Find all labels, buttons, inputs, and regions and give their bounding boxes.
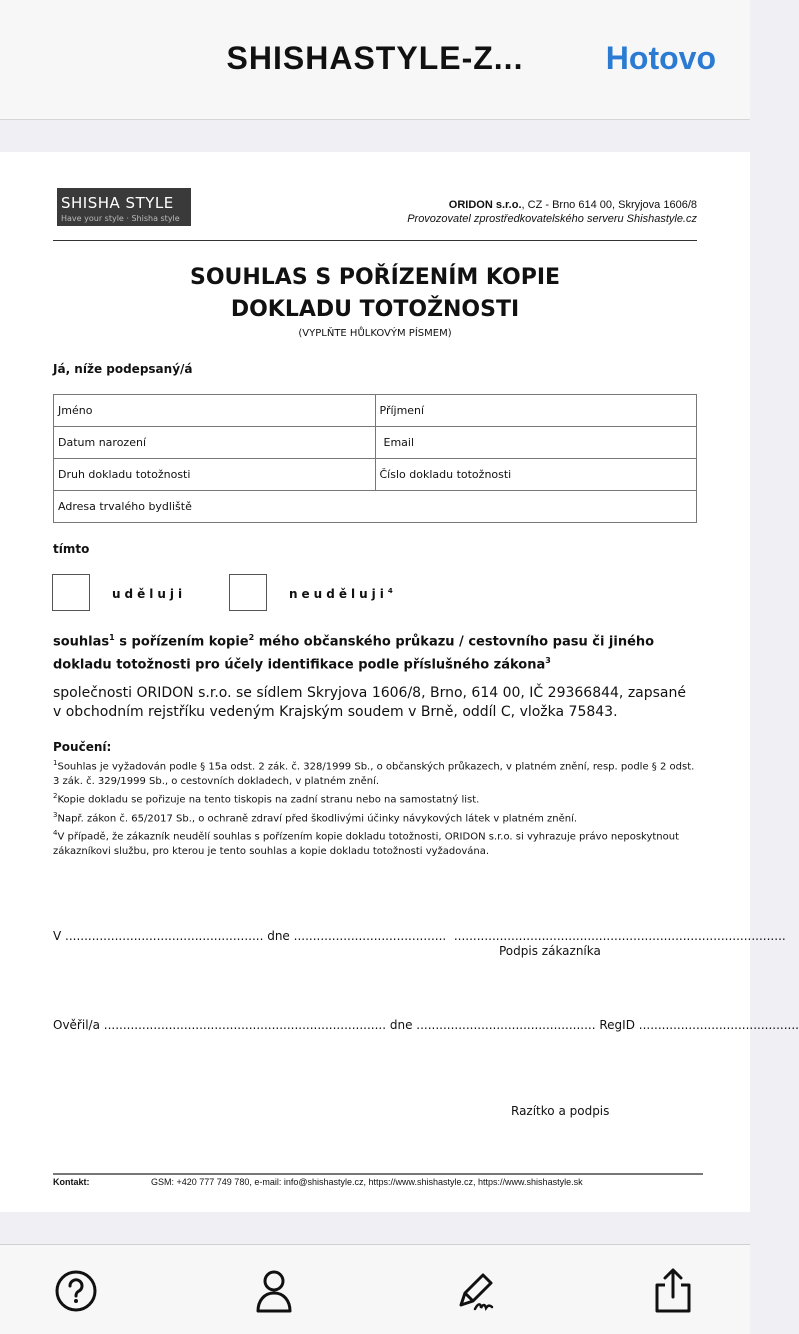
navigation-bar — [0, 0, 750, 120]
intro-text: Já, níže podepsaný/á — [53, 362, 193, 376]
share-icon[interactable] — [649, 1267, 697, 1315]
person-icon[interactable] — [250, 1267, 298, 1315]
company-header — [407, 198, 697, 226]
heading-line-2: DOKLADU TOTOŽNOSTI — [230, 297, 520, 322]
shisha-style-logo — [57, 188, 191, 226]
bottom-toolbar — [0, 1244, 750, 1334]
grant-label: uděluji — [112, 587, 187, 601]
consent-statement: souhlas$^1$ s pořízením kopie$^2$ mého občanského průkazu / cestovního pasu či jiného dokladu totožnosti pro účely identifikace podle příslušného zákona$^3$ — [53, 633, 655, 673]
customer-signature-label: Podpis zákazníka — [499, 944, 601, 958]
note-item: $^4$V případě, že zákazník neudělí souhlas s pořízením kopie dokladu totožnosti, ORIDON s.r.o. si vyhrazuje právo neposkytnout zákazníkovi službu, pro kterou je tento souhlas a kopie dokladu totožnosti vyžadována. — [53, 828, 680, 858]
heading-line-1: SOUHLAS S POŘÍZENÍM KOPIE — [189, 265, 561, 290]
email-field[interactable]: Email — [375, 427, 697, 459]
company-info: společnosti ORIDON s.r.o. se sídlem Skryjova 1606/8, Brno, 614 00, IČ 29366844, zapsané v obchodním rejstříku vedeným Krajským soudem v Brně, oddíl C, vložka 75843. — [53, 685, 686, 720]
note-item: $^1$Souhlas je vyžadován podle § 15a odst. 2 zák. č. 328/1999 Sb., o občanských průkazech, v platném znění, resp. podle § 2 odst. 3 zák. č. 329/1999 Sb., o cestovních dokladech, v platném znění. — [53, 759, 695, 788]
header-divider — [53, 240, 697, 241]
last-name-field[interactable]: Příjmení — [375, 395, 697, 427]
document-heading — [0, 262, 750, 326]
deny-checkbox[interactable] — [229, 574, 267, 611]
deny-note-ref: 4 — [387, 587, 393, 595]
notes-list — [53, 756, 703, 859]
signature-icon[interactable] — [451, 1267, 499, 1315]
deny-label: neuděluji$^4$ — [289, 587, 393, 601]
note-item: $^2$Kopie dokladu se pořizuje na tento tiskopis na zadní stranu nebo na samostatný list. — [53, 792, 480, 806]
first-name-field[interactable]: Jméno — [54, 395, 376, 427]
company-role: Provozovatel zprostředkovatelského serveru Shishastyle.cz — [407, 213, 697, 225]
page-gap — [0, 121, 750, 151]
stamp-signature-label: Razítko a podpis — [511, 1104, 610, 1118]
note-item: $^3$Např. zákon č. 65/2017 Sb., o ochraně zdraví před škodlivými účinky návykových látek v platném znění. — [53, 810, 578, 824]
grant-checkbox[interactable] — [52, 574, 90, 611]
contact-label: Kontakt: — [53, 1177, 90, 1187]
logo-tagline: Have your style · Shisha style — [61, 214, 180, 223]
footer-divider — [53, 1173, 703, 1175]
birth-date-field[interactable]: Datum narození — [54, 427, 376, 459]
company-address: , CZ - Brno 614 00, Skryjova 1606/8 — [521, 199, 697, 211]
contact-footer — [53, 1177, 583, 1187]
document-page[interactable] — [0, 152, 799, 1212]
notes-title: Poučení: — [53, 740, 112, 754]
help-icon[interactable] — [52, 1267, 100, 1315]
company-name: ORIDON s.r.o. — [448, 199, 522, 211]
verification-line[interactable]: Ověřil/a .......................................................................... dne ............................................... RegID .......................................... — [53, 1018, 799, 1032]
address-field[interactable]: Adresa trvalého bydliště — [54, 491, 697, 523]
place-date-signature-line[interactable]: V .................................................... dne ........................................ ....................................................................................... — [53, 929, 786, 943]
done-button[interactable]: Hotovo — [605, 40, 716, 76]
id-number-field[interactable]: Číslo dokladu totožnosti — [375, 459, 697, 491]
contact-text: GSM: +420 777 749 780, e-mail: info@shishastyle.cz, https://www.shishastyle.cz, https://www.shishastyle.sk — [151, 1177, 583, 1187]
timto-label: tímto — [53, 542, 90, 556]
document-subheading: (VYPLŇTE HŮLKOVÝM PÍSMEM) — [298, 328, 452, 339]
personal-data-table — [53, 394, 697, 523]
id-type-field[interactable]: Druh dokladu totožnosti — [54, 459, 376, 491]
document-title: SHISHASTYLE-Z... — [226, 40, 524, 76]
logo-text: SHISHA STYLE — [61, 194, 174, 212]
